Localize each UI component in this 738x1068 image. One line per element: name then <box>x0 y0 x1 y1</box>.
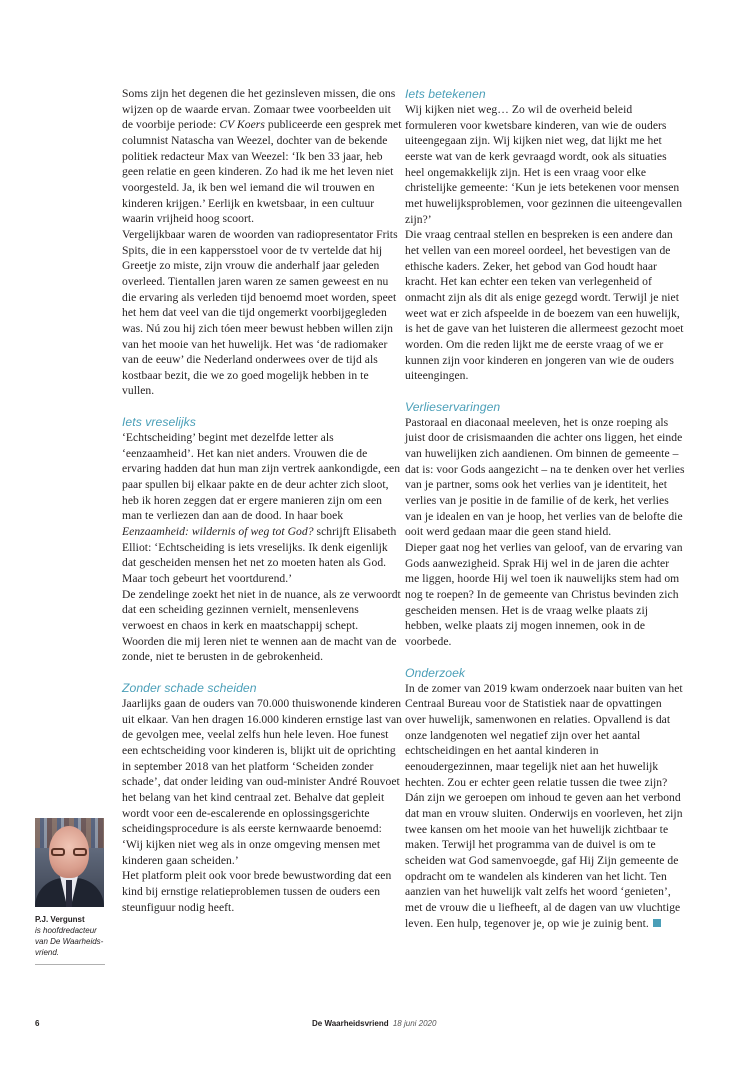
section2-paragraph-2: Het platform pleit ook voor brede bewustwording dat een kind bij ernstige relatieproblemen tussen de ouders een steunfiguur nodig heeft. <box>122 869 392 914</box>
publication-date: 18 juni 2020 <box>392 1019 437 1028</box>
section3-paragraph-1: Wij kijken niet weg… Zo wil de overheid beleid formuleren voor kwetsbare kinderen, van wie de ouders uiteengegaan zijn. Wij kijken niet weg, dat lijkt me het eerste wat van de kerk gevraagd wordt, ook als situaties heel ongemakkelijk zijn. Het is een vraag voor elke christelijke gemeente: ‘Kun je iets betekenen voor mensen met huwelijksproblemen, voor gezinnen die uiteengevallen zijn?’ <box>405 103 683 226</box>
section2-paragraph-1: Jaarlijks gaan de ouders van 70.000 thuiswonende kinderen uit elkaar. Van hen dragen 16.000 kinderen ernstige last van de gevolgen mee, veelal zelfs hun hele leven. Hoe funest een echtscheiding voor kinderen is, blijkt uit de oprichting in september 2018 van het platform ‘Scheiden zonder schade’, dat onder leiding van oud-minister André Rouvoet het belang van het kind centraal zet. Behalve dat gepleit wordt voor een de-escalerende en oplossingsgerichte scheidingsprocedure is als eerste kernwaarde benoemd: ‘Wij kijken niet weg als in onze omgeving mensen met kinderen gaan scheiden.’ <box>122 696 402 867</box>
section4-paragraph-2: Dieper gaat nog het verlies van geloof, van de ervaring van Gods aanwezigheid. Sprak Hij wel in de jaren die achter me liggen, hoorde Hij wel toen ik nauwelijks stem had om nog te roepen? In de gemeente van Christus bevinden zich gescheiden mensen. Het is de vraag welke plaats zij hebben, welke plaats zij mogen innemen, ook in de voorbede. <box>405 541 683 648</box>
publication-title-cv-koers: CV Koers <box>219 118 265 132</box>
article-column-right <box>405 86 685 931</box>
end-of-article-square-icon <box>653 919 661 927</box>
book-title: Eenzaamheid: wildernis of weg tot God? <box>122 525 314 539</box>
section1-paragraph-1: ‘Echtscheiding’ begint met dezelfde letter als ‘eenzaamheid’. Het kan niet anders. Vrouwen die de ervaring hadden dat hun man zijn vertrek aankondigde, een paar spullen bij elkaar pakte en de deur achter zich sloot, heb ik horen zeggen dat er ergere manieren zijn om een man te verliezen dan aan de dood. In haar boek Eenzaamheid: wildernis of weg tot God? schrijft Elisabeth Elliot: ‘Echtscheiding is iets vreselijks. Ik denk eigenlijk dat gescheiden mensen het net zo moeten haten als God. Maar toch gebeurt het voortdurend.’ <box>122 431 401 586</box>
section3-paragraph-2: Die vraag centraal stellen en bespreken is een andere dan het vellen van een moreel oordeel, het bevestigen van de ethische kaders. Zeker, het gebod van God houdt haar kracht. Het kan echter een teken van verlegenheid of onmacht zijn als dit als enige gezegd wordt. Terwijl je niet weet wat er zich afspeelde in de boezem van een huwelijk, is het de gave van het luisteren die allermeest gezocht moet worden. Om die reden lijkt me de eerste vraag of we er kunnen zijn voor kinderen en jongeren van wie de ouders uiteengingen. <box>405 228 684 383</box>
section-heading-verlieservaringen: Verlieservaringen <box>405 399 501 414</box>
section5-paragraph-1: In de zomer van 2019 kwam onderzoek naar buiten van het Centraal Bureau voor de Statistiek naar de opvattingen over huwelijk, samenwonen en relaties. Opvallend is dat onze landgenoten wel negatief zijn over het aantal echtscheidingen en het aantal kinderen in eenoudergezinnen, maar tegelijk niet aan het huwelijk hechten. Zou er echter geen relatie tussen die twee zijn? Dán zijn we geroepen om inhoud te geven aan het verbond dat man en vrouw sluiten. Onderwijs en voorleven, het zijn twee kansen om het mooie van het huwelijk zichtbaar te maken. Terwijl het programma van de duivel is om te scheiden wat God samenvoegde, gaf Hij Zijn gemeente de opdracht om te wandelen als kinderen van het licht. Ten aanzien van het huwelijk valt zelfs het woord ‘genieten’, met de vrouw die u liefheeft, al de dagen van uw vluchtige leven. Een hulp, tegenover je, op wie je zuinig bent. <box>405 681 683 930</box>
publication-name: De Waarheidsvriend <box>312 1019 389 1028</box>
section-heading-iets-betekenen: Iets betekenen <box>405 87 486 101</box>
glasses <box>51 848 87 856</box>
section-heading-zonder-schade-scheiden: Zonder schade scheiden <box>122 680 257 695</box>
section-heading-onderzoek: Onderzoek <box>405 665 466 680</box>
author-bio: is hoofdredacteur van De Waarheids-vriend. <box>35 926 104 957</box>
tie <box>66 880 72 907</box>
author-name: P.J. Vergunst <box>35 915 85 924</box>
intro-paragraph-2: Vergelijkbaar waren de woorden van radiopresentator Frits Spits, die in een kappersstoel voor de tv vertelde dat hij Greetje zo miste, zijn vrouw die anderhalf jaar geleden overleed. Tientallen jaren waren ze samen geweest en nu die ervaring als verleden tijd benoemd moet worden, speet het hem dat veel van die tijd ongemerkt voorbijgegleden was. Nú zou hij zich tóen meer bewust hebben willen zijn van het mooie van het huwelijk. Het was ‘de radiomaker van de eeuw’ die Nederland onderwees over de tijd als kostbaar bezit, die we zo goed mogelijk hebben in te vullen. <box>122 227 398 398</box>
footer-publication <box>312 1019 436 1028</box>
section1-paragraph-2: De zendelinge zoekt het niet in de nuance, als ze verwoordt dat een scheiding gezinnen vernielt, mensenlevens verwoest en chaos in kerk en maatschappij schept. Woorden die mij leren niet te wennen aan de macht van de zonde, niet te berusten in de gebrokenheid. <box>122 587 401 664</box>
section4-paragraph-1: Pastoraal en diaconaal meeleven, het is onze roeping als juist door de crisismaanden die achter ons liggen, het einde van huwelijken zich aandienen. Om binnen de gemeente – dat is: voor Gods aangezicht – na te denken over het verlies van je partner, soms ook het verlies van je identiteit, het verlies van je positie in de familie of de kerk, het verlies van je idealen en van je hoop, het verlies van de belofte die ooit werd gedaan maar die geen stand hield. <box>405 415 685 539</box>
section-heading-iets-vreselijks: Iets vreselijks <box>122 415 196 430</box>
intro-paragraph-1: Soms zijn het degenen die het gezinsleven missen, die ons wijzen op de waarde ervan. Zomaar twee voorbeelden uit de voorbije periode: CV Koers publiceerde een gesprek met columnist Natascha van Weezel, dochter van de bekende politiek redacteur Max van Weezel: ‘Ik ben 33 jaar, heb geen relatie en geen kinderen. Zo had ik me het leven niet voorgesteld. Ja, ik ben wel iemand die wil trouwen en kinderen krijgen.’ Eerlijk en kwetsbaar, in een cultuur waarin vrijheid hoog scoort. <box>122 87 402 226</box>
page-number: 6 <box>35 1019 40 1028</box>
author-photo <box>35 818 104 907</box>
author-box <box>35 818 105 965</box>
author-divider <box>35 964 105 965</box>
article-column-left <box>122 86 402 915</box>
